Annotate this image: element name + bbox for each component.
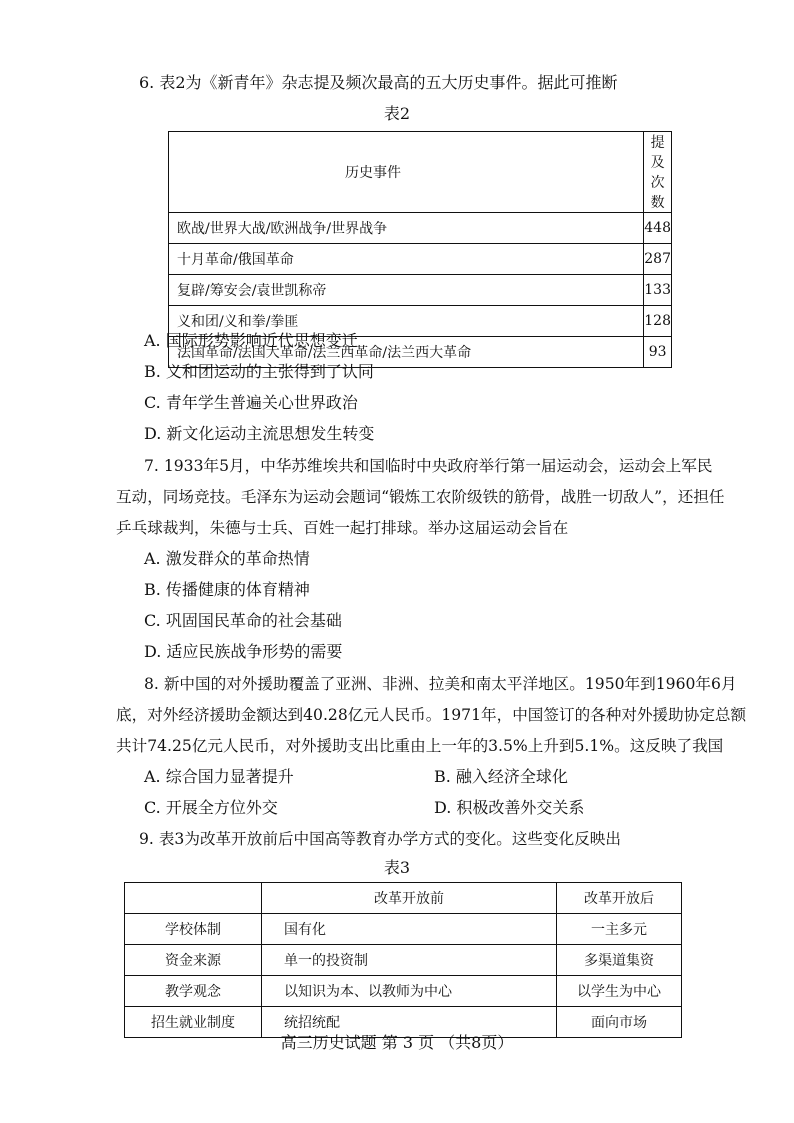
header-after: 改革开放后 (557, 883, 682, 914)
header-count: 提及次数 (644, 132, 672, 213)
after-cell: 以学生为中心 (557, 976, 682, 1007)
q8-option-c[interactable]: C. 开展全方位外交 (144, 798, 278, 817)
q6-option-b[interactable]: B. 义和团运动的主张得到了认同 (144, 362, 374, 381)
before-cell: 以知识为本、以教师为中心 (262, 976, 557, 1007)
event-cell: 法国革命/法国大革命/法兰西革命/法兰西大革命 (169, 337, 644, 368)
table-header-row (125, 883, 682, 914)
event-cell: 义和团/义和拳/拳匪 (169, 306, 644, 337)
table-row (125, 914, 682, 945)
after-cell: 一主多元 (557, 914, 682, 945)
question-7-line-2: 互动，同场竞技。毛泽东为运动会题词“锻炼工农阶级铁的筋骨，战胜一切敌人”，还担任 (116, 488, 725, 506)
q7-option-b[interactable]: B. 传播健康的体育精神 (144, 580, 310, 599)
before-cell: 国有化 (262, 914, 557, 945)
after-cell: 面向市场 (557, 1007, 682, 1038)
question-8-line-2: 底，对外经济援助金额达到40.28亿元人民币。1971年，中国签订的各种对外援助协定总额 (116, 706, 747, 724)
aspect-cell: 招生就业制度 (125, 1007, 262, 1038)
count-cell: 128 (644, 306, 672, 337)
count-cell: 93 (644, 337, 672, 368)
q6-option-c[interactable]: C. 青年学生普遍关心世界政治 (144, 393, 358, 412)
after-cell: 多渠道集资 (557, 945, 682, 976)
table-row (169, 213, 672, 244)
aspect-cell: 教学观念 (125, 976, 262, 1007)
table-header-row (169, 132, 672, 213)
question-7-line-1: 7. 1933年5月，中华苏维埃共和国临时中央政府举行第一届运动会，运动会上军民 (144, 457, 713, 475)
q7-option-c[interactable]: C. 巩固国民革命的社会基础 (144, 611, 342, 630)
q8-option-d[interactable]: D. 积极改善外交关系 (434, 798, 585, 817)
aspect-cell: 学校体制 (125, 914, 262, 945)
question-8-line-3: 共计74.25亿元人民币，对外援助支出比重由上一年的3.5%上升到5.1%。这反映了我国 (116, 737, 724, 755)
header-before: 改革开放前 (262, 883, 557, 914)
table-2-caption: 表2 (383, 104, 411, 123)
question-6-stem: 6. 表2为《新青年》杂志提及频次最高的五大历史事件。据此可推断 (139, 73, 618, 92)
header-blank (125, 883, 262, 914)
event-cell: 复辟/筹安会/袁世凯称帝 (169, 275, 644, 306)
q7-option-a[interactable]: A. 激发群众的革命热情 (144, 549, 310, 568)
event-cell: 十月革命/俄国革命 (169, 244, 644, 275)
question-8-line-1: 8. 新中国的对外援助覆盖了亚洲、非洲、拉美和南太平洋地区。1950年到1960年6月 (144, 675, 737, 693)
count-cell: 133 (644, 275, 672, 306)
table-3 (124, 882, 682, 1038)
q8-option-b[interactable]: B. 融入经济全球化 (434, 767, 568, 786)
page-footer: 高三历史试题 第 3 页 （共8页） (280, 1033, 514, 1052)
question-7-line-3: 乒乓球裁判，朱德与士兵、百姓一起打排球。举办这届运动会旨在 (116, 519, 569, 537)
table-row (169, 275, 672, 306)
table-3-caption: 表3 (383, 858, 411, 877)
header-event: 历史事件 (169, 132, 644, 213)
before-cell: 统招统配 (262, 1007, 557, 1038)
q6-option-d[interactable]: D. 新文化运动主流思想发生转变 (144, 424, 375, 443)
q7-option-d[interactable]: D. 适应民族战争形势的需要 (144, 642, 343, 661)
q6-option-a[interactable]: A. 国际形势影响近代思想变迁 (144, 331, 358, 350)
before-cell: 单一的投资制 (262, 945, 557, 976)
count-cell: 287 (644, 244, 672, 275)
count-cell: 448 (644, 213, 672, 244)
event-cell: 欧战/世界大战/欧洲战争/世界战争 (169, 213, 644, 244)
q8-option-a[interactable]: A. 综合国力显著提升 (144, 767, 294, 786)
question-9-stem: 9. 表3为改革开放前后中国高等教育办学方式的变化。这些变化反映出 (139, 830, 621, 848)
table-row (125, 945, 682, 976)
table-row (169, 244, 672, 275)
table-row (125, 976, 682, 1007)
aspect-cell: 资金来源 (125, 945, 262, 976)
